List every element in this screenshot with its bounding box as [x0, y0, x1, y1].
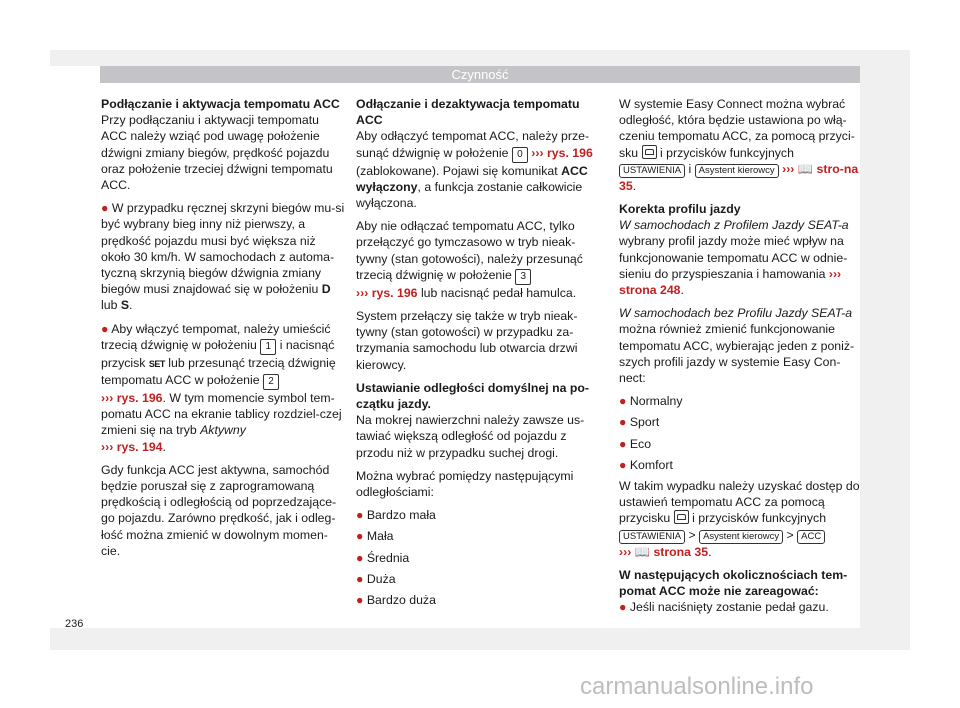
list-item: ● Duża [356, 571, 396, 586]
page-link[interactable]: ››› 📖 stro-na 35 [619, 161, 859, 193]
bullet-icon: ● [619, 394, 627, 409]
profile-list [619, 393, 864, 473]
bullet-icon: ● [356, 593, 364, 608]
paragraph: Gdy funkcja ACC jest aktywna, samochód będzie poruszał się z zaprogramowaną prędkością i odległością od poprzedzające-go pojazdu. Zarówno prędkość, jak i odleg-łość można zmienić w dowolnym momen-cie. [101, 462, 337, 558]
bullet-icon: ● [619, 436, 627, 451]
list-item: ● Komfort [619, 457, 673, 472]
position-0-marker: 0 [512, 147, 528, 163]
paragraph: Na mokrej nawierzchni należy zawsze us-tawiać większą odległość od pojazdu z przodu niż w przypadku suchej drogi. [356, 413, 585, 460]
bullet-icon: ● [356, 508, 364, 523]
figure-link[interactable]: ››› rys. 196 [101, 391, 163, 406]
bullet-icon: ● [619, 457, 627, 472]
section-title: Czynność [451, 67, 509, 82]
list-item: ● Eco [619, 436, 652, 451]
paragraph: Aby odłączyć tempomat ACC, należy prze-sunąć dźwignię w położenie 0 ››› rys. 196 (zablokowane). Pojawi się komunikat ACC wyłączony, a funkcja zostanie całkowicie wyłączona. [356, 129, 593, 211]
paragraph: W samochodach z Profilem Jazdy SEAT-a wybrany profil jazdy może mieć wpływ na funkcjonowanie tempomatu ACC w odnie-sieniu do przyspieszania i hamowania ››› strona 248. [619, 218, 849, 298]
set-button-icon: SET [148, 358, 165, 369]
list-item: ● Mała [356, 529, 394, 544]
bullet-icon: ● [356, 529, 364, 544]
list-item: ● Średnia [356, 550, 410, 565]
bullet-item: ● W przypadku ręcznej skrzyni biegów mu-si być wybrany bieg inny niż pierwszy, a prędkość pojazdu musi być większa niż około 30 km/h. W samochodach z automa-tyczną skrzynią biegów dźwignia zmiany biegów musi znajdować się w położeniu D lub S. [101, 201, 345, 313]
figure-link[interactable]: ››› rys. 196 [531, 145, 593, 160]
position-2-marker: 2 [263, 374, 279, 390]
status-message: ACC wyłączony [356, 163, 588, 194]
figure-link[interactable]: ››› rys. 196 [356, 285, 418, 300]
paragraph: Aby nie odłączać tempomatu ACC, tylko przełączyć go tymczasowo w tryb nieak-tywny (stan gotowości), należy przesunąć trzecią dźwignię w położenie 3 ››› rys. 196 lub nacisnąć pedał hamulca. [356, 219, 583, 300]
book-icon: 📖 [797, 161, 814, 176]
section-header [100, 66, 860, 83]
key-settings: USTAWIENIA [619, 530, 685, 544]
position-1-marker: 1 [260, 339, 276, 355]
paragraph: W takim wypadku należy uzyskać dostęp do ustawień tempomatu ACC za pomocą przycisku i przycisków funkcyjnych USTAWIENIA > Asystent kierowcy > ACC ››› 📖 strona 35. [619, 479, 860, 559]
column-2 [356, 96, 601, 613]
paragraph: Można wybrać pomiędzy następującymi odległościami: [356, 468, 574, 500]
bullet-icon: ● [356, 550, 364, 565]
paragraph: System przełączy się także w tryb nieak-tywny (stan gotowości) w przypadku za-trzymania samochodu lub otwarcia drzwi kierowcy. [356, 309, 578, 372]
bullet-item: ● Jeśli naciśnięty zostanie pedał gazu. [619, 600, 829, 615]
bullet-icon: ● [619, 600, 627, 615]
heading-circumstances: W następujących okolicznościach tem-pomat ACC może nie zareagować: [619, 567, 848, 599]
paragraph: W samochodach bez Profilu Jazdy SEAT-a można również zmienić funkcjonowanie tempomatu ACC, wybierając jeden z poniż-szych profili jazdy w systemie Easy Con-nect: [619, 306, 855, 386]
key-driver-assist: Asystent kierowcy [699, 530, 783, 544]
list-item: ● Bardzo mała [356, 508, 436, 523]
bullet-icon: ● [101, 321, 109, 336]
heading-deactivation: Odłączanie i dezaktywacja tempomatu ACC [356, 97, 580, 128]
bullet-icon: ● [101, 201, 109, 216]
key-settings: USTAWIENIA [619, 164, 685, 178]
position-3-marker: 3 [515, 269, 531, 285]
bullet-icon: ● [356, 571, 364, 586]
figure-link[interactable]: ››› rys. 194 [101, 439, 163, 454]
list-item: ● Normalny [619, 394, 683, 409]
list-item: ● Bardzo duża [356, 593, 436, 608]
book-icon: 📖 [634, 544, 651, 559]
paragraph: Przy podłączaniu i aktywacji tempomatu ACC należy wziąć pod uwagę położenie dźwigni zmiany biegów, prędkość pojazdu oraz położenie trzeciej dźwigni tempomatu ACC. [101, 113, 333, 193]
heading-distance: Ustawianie odległości domyślnej na po-czątku jazdy. [356, 380, 590, 412]
page-link[interactable]: ››› strona 248 [619, 266, 842, 298]
watermark: carmanualsonline.info [580, 673, 814, 700]
column-3 [619, 96, 864, 622]
key-acc: ACC [797, 530, 825, 544]
bullet-item: ● Aby włączyć tempomat, należy umieścić trzecią dźwignię w położeniu 1 i nacisnąć przycisk SET lub przesunąć trzecią dźwignię tempomatu ACC w położenie 2 ››› rys. 196. W tym momencie symbol tem-pomatu ACC na ekranie tablicy rozdziel-czej zmieni się na tryb Aktywny ››› rys. 194. [101, 321, 342, 454]
car-icon [642, 145, 657, 159]
page-link[interactable]: ››› 📖 strona 35 [619, 544, 709, 559]
list-item: ● Sport [619, 415, 660, 430]
heading-activation: Podłączanie i aktywacja tempomatu ACC [101, 97, 340, 111]
column-1 [101, 96, 346, 566]
page-number: 236 [65, 618, 84, 630]
paragraph: W systemie Easy Connect można wybrać odległość, która będzie ustawiona po włą-czeniu tempomatu ACC, za pomocą przyci-sku i przycisków funkcyjnych USTAWIENIA i Asystent kierowcy ››› 📖 stro-na 35. [619, 97, 859, 193]
distance-list [356, 507, 601, 608]
heading-profile: Korekta profilu jazdy [619, 202, 741, 217]
car-icon [674, 510, 689, 524]
bullet-icon: ● [619, 415, 627, 430]
key-driver-assist: Asystent kierowcy [695, 164, 779, 178]
